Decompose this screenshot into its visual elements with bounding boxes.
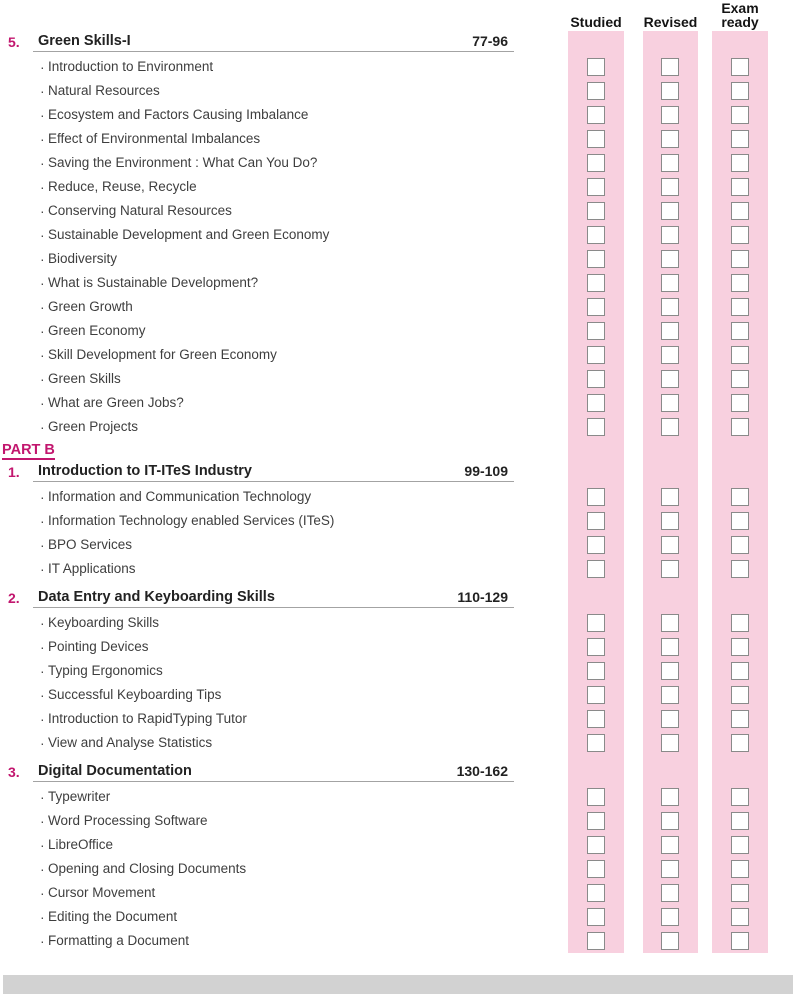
section-number: 3. — [8, 764, 20, 780]
section-title: Data Entry and Keyboarding Skills — [38, 589, 275, 605]
checkbox-revised[interactable] — [661, 884, 679, 902]
toc-item-row — [0, 785, 520, 809]
toc-item-row — [0, 175, 520, 199]
section-title: Digital Documentation — [38, 763, 192, 779]
checkbox-exam-ready[interactable] — [731, 812, 749, 830]
toc-item-label: Cursor Movement — [48, 885, 156, 900]
checkbox-revised[interactable] — [661, 130, 679, 148]
checkbox-exam-ready[interactable] — [731, 346, 749, 364]
toc-item-label: BPO Services — [48, 537, 133, 552]
checkbox-revised[interactable] — [661, 58, 679, 76]
checkbox-revised[interactable] — [661, 250, 679, 268]
checkbox-exam-ready[interactable] — [731, 130, 749, 148]
toc-item-label: Introduction to Environment — [48, 59, 214, 74]
checkbox-revised[interactable] — [661, 734, 679, 752]
bullet-icon: · — [40, 299, 45, 315]
checkbox-studied[interactable] — [587, 178, 605, 196]
checkbox-studied[interactable] — [587, 298, 605, 316]
toc-item-label: Conserving Natural Resources — [48, 203, 232, 218]
part-heading — [2, 441, 55, 461]
bullet-icon: · — [40, 419, 45, 435]
bullet-icon: · — [40, 885, 45, 901]
bullet-icon: · — [40, 813, 45, 829]
checkbox-revised[interactable] — [661, 536, 679, 554]
checkbox-exam-ready[interactable] — [731, 512, 749, 530]
checkbox-studied[interactable] — [587, 202, 605, 220]
checkbox-exam-ready[interactable] — [731, 908, 749, 926]
toc-item-label: Introduction to RapidTyping Tutor — [48, 711, 247, 726]
checkbox-exam-ready[interactable] — [731, 710, 749, 728]
toc-item-row — [0, 557, 520, 581]
toc-item-row — [0, 509, 520, 533]
section-heading-rule — [33, 589, 514, 608]
checkbox-studied[interactable] — [587, 322, 605, 340]
checkbox-studied[interactable] — [587, 560, 605, 578]
toc-item-row — [0, 295, 520, 319]
toc-item-label: Sustainable Development and Green Economy — [48, 227, 330, 242]
toc-item-row — [0, 635, 520, 659]
checkbox-exam-ready[interactable] — [731, 836, 749, 854]
checkbox-exam-ready[interactable] — [731, 370, 749, 388]
checkbox-studied[interactable] — [587, 106, 605, 124]
checkbox-exam-ready[interactable] — [731, 250, 749, 268]
bullet-icon: · — [40, 371, 45, 387]
bullet-icon: · — [40, 323, 45, 339]
section-heading — [0, 763, 514, 781]
checkbox-exam-ready[interactable] — [731, 860, 749, 878]
section-heading — [0, 589, 514, 607]
checkbox-revised[interactable] — [661, 226, 679, 244]
checkbox-studied[interactable] — [587, 82, 605, 100]
toc-item-row — [0, 199, 520, 223]
checkbox-exam-ready[interactable] — [731, 298, 749, 316]
checkbox-studied[interactable] — [587, 512, 605, 530]
toc-item-label: View and Analyse Statistics — [48, 735, 213, 750]
part-heading-label: PART B — [2, 442, 55, 458]
checkbox-exam-ready[interactable] — [731, 178, 749, 196]
section-heading-rule — [33, 33, 514, 52]
bullet-icon: · — [40, 861, 45, 877]
section-heading-rule — [33, 463, 514, 482]
checkbox-studied[interactable] — [587, 788, 605, 806]
checkbox-studied[interactable] — [587, 418, 605, 436]
bullet-icon: · — [40, 251, 45, 267]
checkbox-studied[interactable] — [587, 686, 605, 704]
checkbox-studied[interactable] — [587, 734, 605, 752]
bullet-icon: · — [40, 83, 45, 99]
toc-item-row — [0, 247, 520, 271]
toc-item-row — [0, 731, 520, 755]
bullet-icon: · — [40, 639, 45, 655]
toc-item-label: What is Sustainable Development? — [48, 275, 259, 290]
checkbox-exam-ready[interactable] — [731, 560, 749, 578]
toc-item-row — [0, 415, 520, 439]
bullet-icon: · — [40, 687, 45, 703]
toc-item-row — [0, 707, 520, 731]
toc-item-label: Effect of Environmental Imbalances — [48, 131, 261, 146]
checkbox-exam-ready[interactable] — [731, 106, 749, 124]
toc-item-row — [0, 151, 520, 175]
checkbox-exam-ready[interactable] — [731, 202, 749, 220]
toc-item-label: Keyboarding Skills — [48, 615, 160, 630]
checkbox-revised[interactable] — [661, 82, 679, 100]
checkbox-studied[interactable] — [587, 370, 605, 388]
toc-item-label: Typewriter — [48, 789, 111, 804]
checkbox-revised[interactable] — [661, 614, 679, 632]
checkbox-revised[interactable] — [661, 394, 679, 412]
toc-item-label: Editing the Document — [48, 909, 178, 924]
bullet-icon: · — [40, 107, 45, 123]
bullet-icon: · — [40, 909, 45, 925]
checkbox-exam-ready[interactable] — [731, 734, 749, 752]
bullet-icon: · — [40, 155, 45, 171]
checkbox-revised[interactable] — [661, 686, 679, 704]
checkbox-studied[interactable] — [587, 908, 605, 926]
toc-item-row — [0, 127, 520, 151]
checkbox-revised[interactable] — [661, 202, 679, 220]
toc-item-label: Natural Resources — [48, 83, 160, 98]
checkbox-exam-ready[interactable] — [731, 418, 749, 436]
bullet-icon: · — [40, 347, 45, 363]
checkbox-revised[interactable] — [661, 418, 679, 436]
checkbox-revised[interactable] — [661, 322, 679, 340]
section-title: Green Skills-I — [38, 33, 131, 49]
checkbox-revised[interactable] — [661, 836, 679, 854]
toc-item-row — [0, 271, 520, 295]
checkbox-revised[interactable] — [661, 298, 679, 316]
checkbox-studied[interactable] — [587, 836, 605, 854]
toc-item-label: Formatting a Document — [48, 933, 190, 948]
checkbox-revised[interactable] — [661, 370, 679, 388]
checkbox-studied[interactable] — [587, 154, 605, 172]
toc-item-label: Information and Communication Technology — [48, 489, 312, 504]
toc-item-row — [0, 55, 520, 79]
bullet-icon: · — [40, 227, 45, 243]
toc-item-row — [0, 881, 520, 905]
checkbox-exam-ready[interactable] — [731, 662, 749, 680]
checkbox-revised[interactable] — [661, 178, 679, 196]
checkbox-revised[interactable] — [661, 860, 679, 878]
checkbox-revised[interactable] — [661, 154, 679, 172]
toc-item-label: Saving the Environment : What Can You Do? — [48, 155, 318, 170]
toc-item-label: Opening and Closing Documents — [48, 861, 247, 876]
section-page-range: 99-109 — [464, 463, 508, 479]
toc-item-row — [0, 611, 520, 635]
bullet-icon: · — [40, 615, 45, 631]
toc-item-row — [0, 367, 520, 391]
toc-item-label: Typing Ergonomics — [48, 663, 163, 678]
bullet-icon: · — [40, 735, 45, 751]
bullet-icon: · — [40, 59, 45, 75]
toc-item-label: Reduce, Reuse, Recycle — [48, 179, 197, 194]
bullet-icon: · — [40, 275, 45, 291]
checkbox-exam-ready[interactable] — [731, 488, 749, 506]
toc-item-label: Skill Development for Green Economy — [48, 347, 277, 362]
checkbox-exam-ready[interactable] — [731, 638, 749, 656]
checkbox-exam-ready[interactable] — [731, 226, 749, 244]
column-header-exam-ready: Exam ready — [721, 0, 759, 30]
toc-item-label: LibreOffice — [48, 837, 114, 852]
column-header-revised: Revised — [643, 14, 698, 30]
checkbox-revised[interactable] — [661, 560, 679, 578]
section-title: Introduction to IT-ITeS Industry — [38, 463, 252, 479]
checkbox-studied[interactable] — [587, 614, 605, 632]
bullet-icon: · — [40, 513, 45, 529]
toc-item-row — [0, 79, 520, 103]
toc-item-label: Green Economy — [48, 323, 146, 338]
toc-item-label: Word Processing Software — [48, 813, 208, 828]
toc-item-row — [0, 659, 520, 683]
checkbox-studied[interactable] — [587, 130, 605, 148]
checkbox-studied[interactable] — [587, 932, 605, 950]
checkbox-exam-ready[interactable] — [731, 614, 749, 632]
toc-item-row — [0, 857, 520, 881]
toc-item-row — [0, 223, 520, 247]
toc-item-row — [0, 905, 520, 929]
checkbox-revised[interactable] — [661, 512, 679, 530]
checkbox-revised[interactable] — [661, 788, 679, 806]
checkbox-exam-ready[interactable] — [731, 884, 749, 902]
footer-bar — [3, 975, 793, 994]
checkbox-revised[interactable] — [661, 274, 679, 292]
checkbox-revised[interactable] — [661, 106, 679, 124]
toc-item-label: Ecosystem and Factors Causing Imbalance — [48, 107, 309, 122]
bullet-icon: · — [40, 561, 45, 577]
section-number: 2. — [8, 590, 20, 606]
toc-item-label: Biodiversity — [48, 251, 118, 266]
toc-item-row — [0, 833, 520, 857]
checkbox-exam-ready[interactable] — [731, 82, 749, 100]
checkbox-studied[interactable] — [587, 662, 605, 680]
checkbox-revised[interactable] — [661, 908, 679, 926]
checkbox-exam-ready[interactable] — [731, 322, 749, 340]
checkbox-exam-ready[interactable] — [731, 154, 749, 172]
toc-item-label: Information Technology enabled Services (ITeS) — [48, 513, 335, 528]
toc-item-label: What are Green Jobs? — [48, 395, 184, 410]
checkbox-revised[interactable] — [661, 488, 679, 506]
checkbox-exam-ready[interactable] — [731, 686, 749, 704]
checkbox-exam-ready[interactable] — [731, 274, 749, 292]
checkbox-studied[interactable] — [587, 58, 605, 76]
bullet-icon: · — [40, 537, 45, 553]
toc-item-row — [0, 485, 520, 509]
checkbox-studied[interactable] — [587, 710, 605, 728]
checkbox-studied[interactable] — [587, 488, 605, 506]
toc-item-row — [0, 929, 520, 953]
checkbox-studied[interactable] — [587, 860, 605, 878]
checkbox-revised[interactable] — [661, 638, 679, 656]
bullet-icon: · — [40, 789, 45, 805]
toc-item-row — [0, 683, 520, 707]
section-heading-rule — [33, 763, 514, 782]
toc-item-label: Green Projects — [48, 419, 139, 434]
checkbox-revised[interactable] — [661, 662, 679, 680]
checkbox-studied[interactable] — [587, 884, 605, 902]
column-header-studied: Studied — [570, 14, 622, 30]
section-heading — [0, 463, 514, 481]
bullet-icon: · — [40, 179, 45, 195]
bullet-icon: · — [40, 933, 45, 949]
checkbox-revised[interactable] — [661, 932, 679, 950]
checkbox-studied[interactable] — [587, 274, 605, 292]
bullet-icon: · — [40, 837, 45, 853]
toc-item-label: Successful Keyboarding Tips — [48, 687, 222, 702]
bullet-icon: · — [40, 489, 45, 505]
bullet-icon: · — [40, 203, 45, 219]
section-page-range: 110-129 — [457, 589, 508, 605]
bullet-icon: · — [40, 131, 45, 147]
bullet-icon: · — [40, 711, 45, 727]
checkbox-exam-ready[interactable] — [731, 788, 749, 806]
checkbox-studied[interactable] — [587, 812, 605, 830]
toc-item-row — [0, 533, 520, 557]
toc-item-row — [0, 391, 520, 415]
toc-item-label: Green Growth — [48, 299, 133, 314]
toc-item-label: Green Skills — [48, 371, 121, 386]
section-number: 5. — [8, 34, 20, 50]
toc-item-row — [0, 343, 520, 367]
section-heading — [0, 33, 514, 51]
checkbox-studied[interactable] — [587, 638, 605, 656]
toc-item-label: Pointing Devices — [48, 639, 149, 654]
section-page-range: 77-96 — [472, 33, 508, 49]
bullet-icon: · — [40, 663, 45, 679]
checkbox-exam-ready[interactable] — [731, 536, 749, 554]
toc-item-label: IT Applications — [48, 561, 136, 576]
checkbox-studied[interactable] — [587, 346, 605, 364]
checkbox-studied[interactable] — [587, 536, 605, 554]
section-number: 1. — [8, 464, 20, 480]
checkbox-exam-ready[interactable] — [731, 932, 749, 950]
checkbox-revised[interactable] — [661, 710, 679, 728]
checkbox-exam-ready[interactable] — [731, 394, 749, 412]
section-page-range: 130-162 — [456, 763, 508, 779]
bullet-icon: · — [40, 395, 45, 411]
toc-item-row — [0, 103, 520, 127]
checkbox-studied[interactable] — [587, 250, 605, 268]
checkbox-revised[interactable] — [661, 812, 679, 830]
toc-item-row — [0, 319, 520, 343]
checkbox-revised[interactable] — [661, 346, 679, 364]
checkbox-exam-ready[interactable] — [731, 58, 749, 76]
checkbox-studied[interactable] — [587, 226, 605, 244]
toc-item-row — [0, 809, 520, 833]
checkbox-studied[interactable] — [587, 394, 605, 412]
